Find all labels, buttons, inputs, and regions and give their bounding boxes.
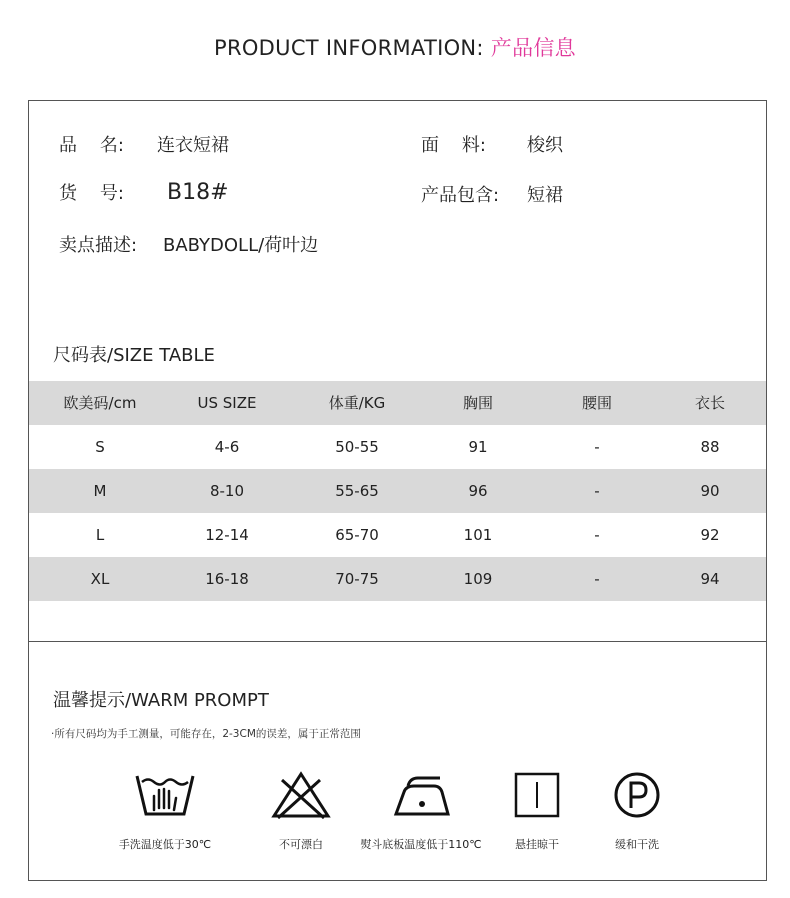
- table-cell: 91: [468, 438, 488, 456]
- warm-prompt-note: ·所有尺码均为手工测量，可能存在，2-3CM的误差，属于正常范围: [51, 728, 361, 740]
- page-header: [0, 32, 790, 62]
- table-header-cell: 胸围: [462, 394, 494, 412]
- table-cell: 101: [463, 526, 493, 544]
- table-cell: 109: [463, 570, 493, 588]
- table-cell: 94: [700, 570, 720, 588]
- care-item: [562, 770, 712, 852]
- table-cell: L: [95, 526, 105, 544]
- product-selling-points: [59, 231, 318, 257]
- table-cell: 12-14: [205, 526, 249, 544]
- table-cell: -: [594, 526, 600, 544]
- table-header-cell: 衣长: [694, 394, 726, 412]
- iron-icon: [390, 770, 452, 820]
- table-cell: 70-75: [335, 570, 379, 588]
- table-row: [29, 513, 766, 557]
- table-row: [29, 557, 766, 601]
- product-selling-value: BABYDOLL/荷叶边: [163, 235, 319, 256]
- table-header-cell: 体重/KG: [328, 394, 386, 412]
- size-table-title: 尺码表/SIZE TABLE: [53, 345, 215, 366]
- table-cell: 8-10: [209, 482, 245, 500]
- care-label: 手洗温度低于30℃: [118, 838, 212, 851]
- product-includes-value: 短裙: [527, 185, 563, 206]
- table-cell: 55-65: [335, 482, 379, 500]
- table-header-cell: US SIZE: [197, 394, 257, 412]
- table-cell: -: [594, 570, 600, 588]
- table-header-row: [29, 381, 766, 425]
- warm-prompt-title: 温馨提示/WARM PROMPT: [53, 690, 269, 711]
- product-sku-value: B18#: [167, 180, 229, 205]
- hang-dry-icon: [506, 770, 568, 820]
- product-info-box: [28, 100, 767, 642]
- table-cell: 88: [700, 438, 720, 456]
- product-fabric-value: 梭织: [527, 135, 563, 156]
- size-table: [29, 381, 766, 601]
- table-row: [29, 425, 766, 469]
- care-item: [90, 770, 240, 852]
- header-title-en: PRODUCT INFORMATION:: [214, 36, 484, 60]
- product-sku-label: 货 号:: [59, 183, 124, 204]
- product-sku: [59, 179, 229, 205]
- product-name: [59, 131, 229, 157]
- care-label: 缓和干洗: [615, 838, 659, 851]
- table-cell: M: [93, 482, 107, 500]
- table-cell: 96: [468, 482, 488, 500]
- care-label: 悬挂晾干: [515, 838, 559, 851]
- product-name-value: 连衣短裙: [157, 135, 229, 156]
- product-includes: [421, 181, 563, 207]
- table-cell: XL: [90, 570, 110, 588]
- dry-clean-icon: [606, 770, 668, 820]
- table-cell: 50-55: [335, 438, 379, 456]
- table-header-cell: 欧美码/cm: [63, 394, 137, 412]
- table-cell: -: [594, 438, 600, 456]
- table-cell: 90: [700, 482, 720, 500]
- table-cell: 92: [700, 526, 720, 544]
- header-title-cn: 产品信息: [490, 36, 576, 60]
- product-fabric: [421, 131, 563, 157]
- product-includes-label: 产品包含:: [421, 185, 500, 206]
- table-cell: 16-18: [205, 570, 249, 588]
- table-cell: -: [594, 482, 600, 500]
- product-fabric-label: 面 料:: [421, 135, 486, 156]
- table-cell: S: [95, 438, 105, 456]
- care-label: 不可漂白: [279, 838, 323, 851]
- no-bleach-icon: [270, 770, 332, 820]
- product-name-label: 品 名:: [59, 135, 124, 156]
- table-cell: 65-70: [335, 526, 379, 544]
- table-row: [29, 469, 766, 513]
- table-header-cell: 腰围: [581, 394, 613, 412]
- table-cell: 4-6: [214, 438, 240, 456]
- hand-wash-icon: [134, 770, 196, 820]
- product-selling-label: 卖点描述:: [59, 235, 138, 256]
- care-label: 熨斗底板温度低于110℃: [360, 838, 482, 851]
- warm-prompt-box: [28, 641, 767, 881]
